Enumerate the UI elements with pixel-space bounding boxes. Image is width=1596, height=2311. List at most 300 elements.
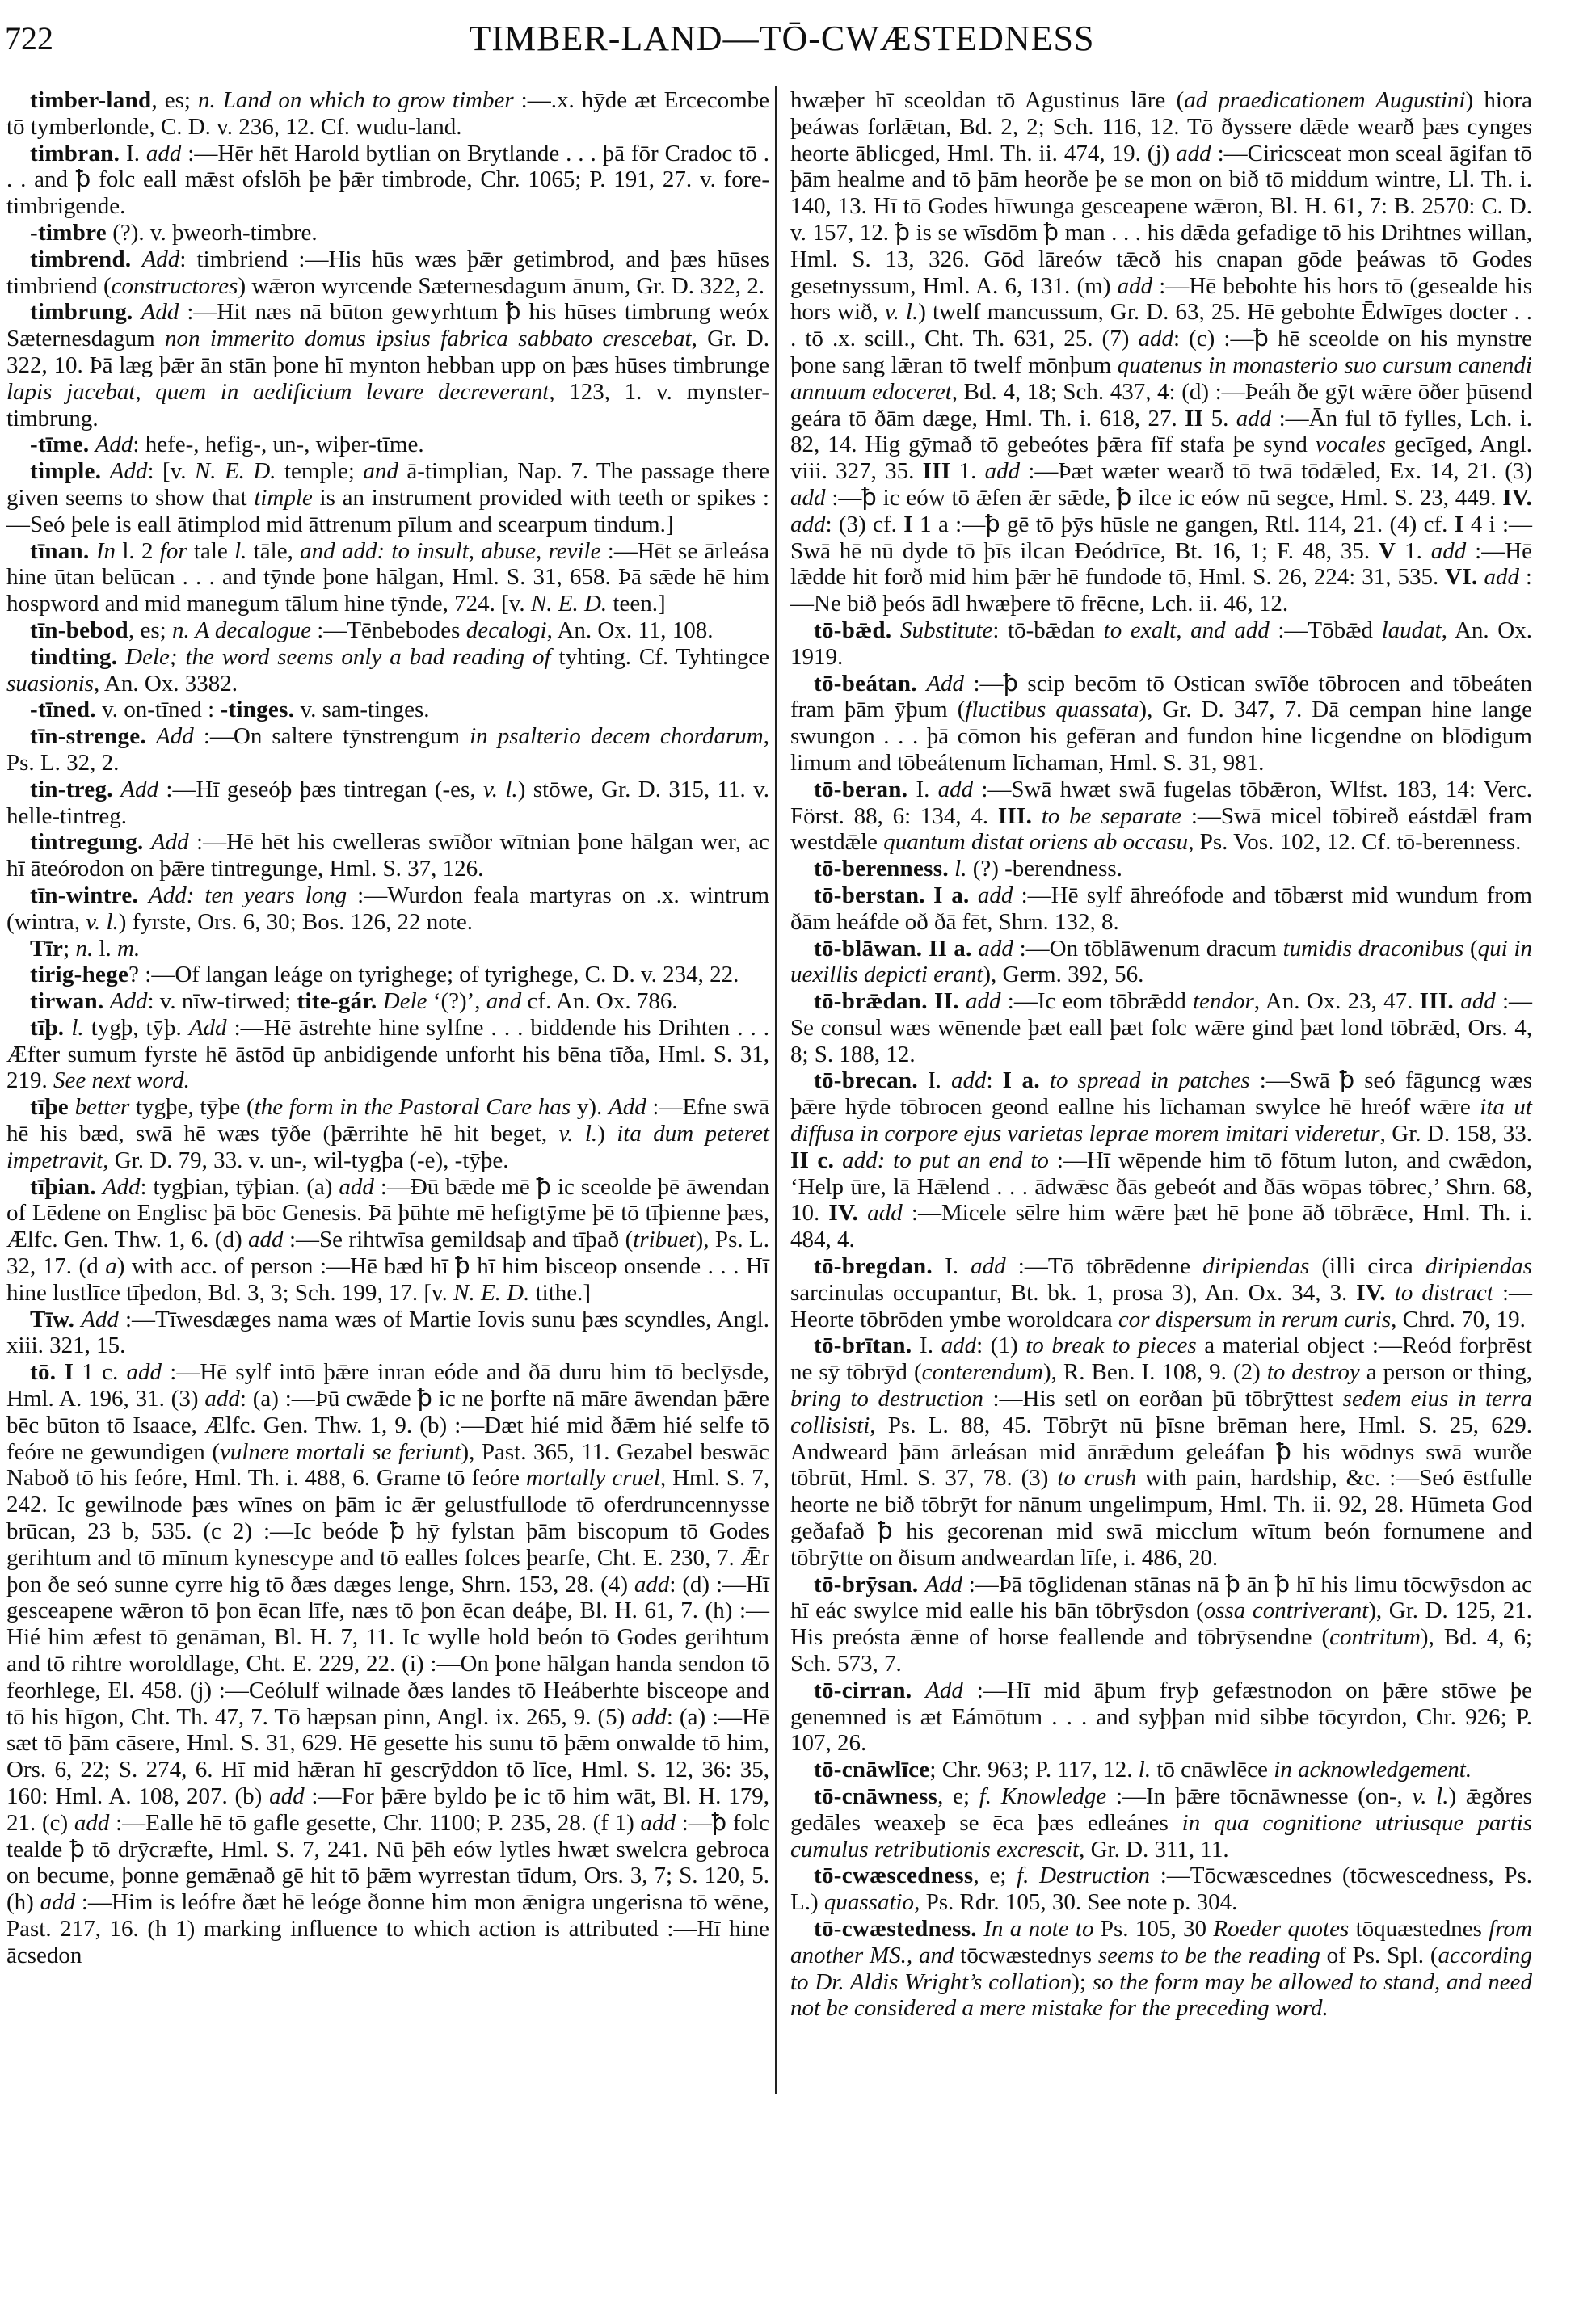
headword: tō-berstan.: [814, 882, 925, 908]
entry-text: , Gr. D. 158, 33.: [1379, 1121, 1532, 1147]
italic-text: In a note to: [983, 1915, 1094, 1942]
headword: tō-berenness.: [814, 856, 949, 882]
entry-text: ) wǣron wyrcende Sæternesdagum ānum, Gr. D. 322, 2.: [238, 272, 765, 299]
dictionary-entry: [6, 141, 769, 220]
entry-text: [64, 1015, 71, 1041]
entry-text: : (a) :—Þū cwǣde ꝥ ic ne þorfte nā māre āwendan þǣre bēc būton tō Isaace, Ælfc. Gen. Thw. 1, 9. (b) :—Ðæt hié mid ðǣm hié selfe tō feóre ne gewundigen (: [6, 1386, 769, 1465]
italic-text: add: [126, 1359, 162, 1386]
entry-text: l.: [93, 935, 118, 962]
italic-text: Add: [102, 1173, 141, 1200]
italic-text: Add: [150, 829, 189, 856]
italic-text: Add: [120, 776, 158, 802]
italic-text: constructores: [111, 272, 238, 299]
entry-text: ), Gr. D. 347, 7. Ðā cempan hine lange swungon . . . þā cōmon his gefēran and fundon hine licgendne on blōdigum limum and tōbeátenum līchaman, Hml. S. 31, 981.: [790, 697, 1532, 776]
italic-text: contritum: [1329, 1624, 1421, 1651]
dictionary-entry: [6, 431, 769, 458]
entry-text: [113, 777, 120, 802]
entry-text: :—Tōcwæscednes (tōcwescedness, Ps. L.): [790, 1863, 1532, 1916]
italic-text: N. E. D.: [530, 591, 608, 617]
italic-text: add: [40, 1889, 76, 1916]
entry-text: teen.]: [607, 591, 666, 617]
entry-text: [928, 988, 934, 1014]
entry-text: [138, 882, 149, 908]
italic-text: Add: [141, 246, 180, 272]
entry-text: , Gr. D. 79, 33. v. un-, wil-tygþa (-e), -tȳþe.: [103, 1147, 509, 1173]
headword: tīn-strenge.: [30, 723, 147, 750]
dictionary-entry: [790, 617, 1532, 671]
italic-text: to distract: [1394, 1279, 1493, 1306]
headword: tīnan.: [30, 537, 90, 564]
italic-text: lapis jacebat, quem in aedificium levare decreverant: [6, 378, 550, 405]
italic-text: add: [790, 484, 826, 511]
entry-text: : tō-bǣdan: [992, 617, 1104, 643]
headword: timber-land: [30, 87, 152, 113]
italic-text: quantum distat oriens ab occasu: [883, 829, 1189, 856]
entry-text: I.: [912, 1332, 941, 1359]
entry-text: [131, 246, 141, 272]
entry-text: :—On tōblāwenum dracum: [1013, 935, 1283, 962]
italic-text: in psalterio decem chordarum: [470, 723, 764, 750]
entry-text: :—ꝥ folc tealde ꝥ tō drȳcræfte, Hml. S. 7, 241. Nū þēh eów lytles hwæt swelcra gebroca on becume, þonne gemǣnað gē hit tō þǣm wyrrestan tīdum, Ors. 3, 7; S. 120, 5. (h): [6, 1809, 769, 1916]
italic-text: to exalt, and add: [1103, 617, 1270, 643]
italic-text: ad praedicationem Augustini: [1184, 87, 1466, 113]
entry-text: [891, 617, 900, 643]
entry-text: I.: [120, 140, 146, 166]
italic-text: add: to put an end to: [842, 1147, 1049, 1173]
italic-text: vocales: [1315, 431, 1386, 458]
right-column: [790, 87, 1532, 2022]
dictionary-entry: [6, 644, 769, 697]
dictionary-entry: [790, 777, 1532, 856]
entry-text: [858, 1200, 867, 1226]
italic-text: and add: to insult, abuse, revile: [300, 537, 601, 564]
headword: Tīr: [30, 935, 64, 962]
italic-text: add: [971, 1253, 1006, 1280]
bold-text: I a.: [933, 882, 970, 908]
entry-text: :—Ic eom tōbrǣdd: [1000, 988, 1194, 1015]
dictionary-entry: [6, 777, 769, 830]
entry-text: : tygþian, tȳþian. (a): [140, 1173, 339, 1200]
entry-text: :—Swā micel tōbireð eástdǣl fram westdǣle: [790, 802, 1533, 856]
dictionary-entry: [790, 988, 1532, 1067]
entry-text: [377, 988, 383, 1014]
bold-text: IV.: [1356, 1279, 1386, 1306]
italic-text: diripiendas: [1202, 1253, 1310, 1280]
entry-text: : (d) :—Hī gesceapene wǣron tō þon ēcan līfe, næs tō þon ēcan deáþe, Bl. H. 61, 7. (h) :—Hié him æfest tō genāman, Bl. H. 7, 11. Ic wylle hold beón tō Godes gerihtum and tō rihtre woroldlage, Cht. E. 229, 22. (i) :—On þone hālgan handa sendon tō feorhlege, El. 458. (j) :—Ceólulf wilnade ðæs landes tō Heáberhte bisceope and tō his hīgon, Cht. Th. 47, 7. Tō hæpsan pinn, Angl. ix. 265, 9. (5): [6, 1571, 769, 1730]
entry-text: temple;: [276, 458, 364, 485]
italic-text: add: [977, 882, 1013, 908]
italic-text: add: [950, 1067, 987, 1094]
entry-text: 5.: [1203, 405, 1236, 431]
entry-text: , An. Ox. 3382.: [93, 670, 238, 697]
italic-text: N. E. D.: [453, 1279, 530, 1306]
entry-text: tygþe, tȳþe (: [129, 1094, 255, 1121]
headword: tō-brītan.: [814, 1332, 912, 1359]
italic-text: to spread in patches: [1049, 1067, 1250, 1094]
entry-text: :—Heorte tōbrōden ymbe woroldcara: [790, 1279, 1533, 1332]
headword: tīþ.: [30, 1014, 65, 1041]
entry-text: :—Hēr hēt Harold bytlian on Brytlande . . . þā fōr Cradoc tō . . . and ꝥ folc eall mǣst ofslōh þe þǣr timbrode, Chr. 1065; P. 191, 27. v. fore-timbrigende.: [6, 140, 769, 220]
italic-text: add: [631, 1703, 667, 1730]
bold-text: II a.: [929, 935, 972, 962]
italic-text: to be separate: [1041, 802, 1182, 829]
entry-text: ), Gr. D. 125, 21. His preósta ǣnne of horse feallende and tōbrȳsendne (: [790, 1597, 1532, 1651]
entry-text: : hefe-, hefig-, un-, wiþer-tīme.: [133, 431, 424, 458]
entry-text: [970, 882, 978, 908]
italic-text: v. l.: [1412, 1783, 1449, 1809]
italic-text: add: [204, 1386, 240, 1412]
dictionary-entry: [6, 1174, 769, 1307]
entry-text: a material object :—Reód forþrēst ne sȳ tōbrȳd (: [790, 1332, 1532, 1386]
dictionary-entry: [6, 1359, 769, 1968]
bold-text: II: [1185, 405, 1204, 431]
entry-text: : [v.: [147, 458, 195, 485]
headword: timbrung.: [30, 299, 133, 326]
italic-text: qui in uexillis depicti erant: [790, 935, 1532, 988]
entry-text: [96, 1174, 103, 1200]
italic-text: add: [937, 776, 974, 802]
italic-text: add: [790, 511, 826, 537]
italic-text: fluctibus quassata: [965, 697, 1139, 723]
italic-text: n.: [75, 935, 94, 962]
italic-text: Add: ten years long: [149, 882, 347, 908]
italic-text: tumidis draconibus: [1282, 935, 1464, 962]
italic-text: tribuet: [633, 1227, 696, 1253]
italic-text: timple: [254, 484, 313, 511]
bold-text: -tinges.: [220, 697, 295, 723]
entry-text: [133, 299, 141, 325]
headword: tō-cwæscedness: [814, 1863, 974, 1889]
italic-text: Add: [109, 988, 148, 1015]
dictionary-entry: [6, 962, 769, 988]
entry-text: :—Ciricsceat mon sceal āgifan tō þām healme and tō þām heorðe þe se mon on bið tō middum wintre, Ll. Th. i. 140, 13. Hī tō Godes hīwunga gesceapene wǣron, Bl. H. 61, 7: B. 2570: C. D. v. 157, 12. ꝥ is se wīsdōm ꝥ man . . . his dǣda gefadige tō his Drihtnes willan, Hml. S. 13, 326. Gōd lāreów tǣcð his cnapan gōde þeáwas tō Godes gesetnyssum, Hml. A. 6, 131. (m): [790, 140, 1533, 299]
headword: tō-beran.: [814, 776, 908, 802]
entry-text: tithe.]: [529, 1279, 592, 1306]
headword: -tīned.: [30, 697, 96, 723]
entry-text: I.: [932, 1253, 971, 1280]
italic-text: n. A decalogue: [171, 617, 312, 643]
dictionary-entry: [6, 617, 769, 644]
entry-text: 1.: [1396, 537, 1431, 564]
entry-text: :—For þǣre byldo þe ic tō him wāt, Bl. H. 179, 21. (c): [6, 1783, 769, 1836]
entry-text: :—Swā ꝥ seó fāguncg wæs þǣre hȳde tōbrocen geond eallne his līchaman swylce hē hreóf wǣre: [790, 1067, 1532, 1121]
italic-text: add: [1460, 988, 1496, 1015]
entry-text: tō cnāwlēce: [1151, 1757, 1274, 1783]
italic-text: vulnere mortali se feriunt: [220, 1438, 461, 1465]
entry-text: , An. Ox. 23, 47.: [1253, 988, 1420, 1015]
italic-text: Dele: [382, 988, 427, 1015]
entry-text: 4 i :—Swā hē nū dyde tō þīs ilcan Ðeódrīce, Bt. 16, 1; F. 48, 35.: [790, 511, 1532, 564]
entry-text: [90, 538, 96, 564]
entry-text: Ps. 105, 30: [1093, 1915, 1214, 1942]
entry-text: tygþ, tȳþ.: [83, 1014, 189, 1041]
entry-text: );: [1072, 1968, 1093, 1995]
headword: tindting.: [30, 643, 118, 670]
headword: tō-brȳsan.: [814, 1571, 919, 1597]
entry-text: :—Tīwesdæges nama wæs of Martie Iovis sunu þæs scyndles, Angl. xiii. 321, 15.: [6, 1306, 769, 1359]
italic-text: Add: [81, 1306, 119, 1332]
entry-text: (?). v. þweorh-timbre.: [106, 219, 318, 246]
entry-text: tyhting. Cf. Tyhtingce: [550, 643, 770, 670]
entry-text: ), Bd. 4, 6; Sch. 573, 7.: [790, 1624, 1532, 1677]
italic-text: Add: [95, 431, 133, 458]
entry-text: [104, 988, 110, 1014]
entry-text: cf. An. Ox. 786.: [521, 988, 678, 1015]
bold-text: V: [1379, 537, 1396, 564]
entry-text: :—Tēnbebodes: [311, 617, 466, 643]
entry-text: ? :—Of langan leáge on tyrighege; of tyrighege, C. D. v. 234, 22.: [128, 962, 739, 988]
italic-text: Add: [926, 670, 965, 697]
italic-text: add: [1117, 272, 1153, 299]
headword: tīþian.: [30, 1173, 96, 1200]
italic-text: cor dispersum in rerum curis: [1118, 1306, 1392, 1332]
bold-text: IV.: [1502, 484, 1532, 511]
entry-text: a person or thing,: [1359, 1359, 1533, 1386]
entry-text: :—Þæt wæter wearð tō twā tōdǣled, Ex. 14, 21. (3): [1020, 458, 1533, 485]
italic-text: f. Destruction: [1017, 1863, 1151, 1889]
entry-text: with pain, hardship, &c. :—Seó ēstfulle heorte ne bið tōbrȳt for nānum ungelimpum, Hml. Th. ii. 92, 28. Hūmeta God geðafað ꝥ his gecorenan mid swā micclum wītum beón fornumene and tōbrȳtte on ðisum andweardan līfe, i. 486, 20.: [790, 1465, 1533, 1571]
entry-text: ) stōwe, Gr. D. 315, 11. v. helle-tintreg.: [6, 776, 769, 829]
entry-text: [1040, 1067, 1050, 1093]
bold-text: tite-gár.: [297, 988, 377, 1015]
entry-text: , Hml. S. 7, 242. Ic gewilnode þæs wīnes on þām ic ǣr gelustfullode tō oferdruncennysse brūcan, 23 b, 535. (c 2) :—Ic beóde ꝥ hȳ fylstan þām biscopum tō Godes gerihtum and tō mīnum kynescype and tō ealles folces þearfe, Cht. E. 230, 7. Ǣr þon ðe seó sunne cyrre hig tō ðæs dæges lenge, Shrn. 153, 28. (4): [6, 1465, 770, 1597]
running-header: [0, 15, 1596, 63]
entry-text: :—ꝥ ic eów tō ǣfen ǣr sǣde, ꝥ ilce ic eów nū segce, Hml. S. 23, 449.: [825, 484, 1503, 511]
headword: tō-beátan.: [814, 670, 917, 697]
entry-text: hwæþer hī sceoldan tō Agustinus lāre (: [790, 87, 1185, 113]
entry-text: :—Swā hwæt swā fugelas tōbǣron, Wlfst. 183, 14: Verc. Först. 88, 6: 134, 4.: [790, 776, 1532, 829]
italic-text: add: [966, 988, 1001, 1015]
entry-text: [917, 671, 926, 697]
entry-text: :—On saltere tȳnstrengum: [193, 723, 470, 750]
headword: tō-bǣd.: [814, 617, 892, 643]
entry-text: tōcwæstednys: [954, 1942, 1098, 1968]
dictionary-entry: [790, 1863, 1532, 1916]
entry-text: ā-timplian, Nap. 7. The passage there given seems to show that: [6, 458, 770, 511]
headword: tīn-bebod: [30, 617, 128, 643]
italic-text: conterendum: [921, 1359, 1043, 1386]
entry-text: ‘(?)’,: [427, 988, 486, 1015]
entry-text: : timbriend :—His hūs wæs þǣr getimbrod, and þæs hūses timbriend (: [6, 246, 769, 299]
entry-text: ) twelf mancussum, Gr. D. 63, 25. Hē gebohte Ēdwīges docter . . . tō .x. scill., Cht. Th. 631, 25. (7): [790, 299, 1532, 352]
entry-text: :—Hī mid āþum fryþ gefæstnodon on þǣre stōwe þe genemned is æt Eámōtum . . . and syþþan mid sibbe tōcyrdon, Chr. 926; P. 107, 26.: [790, 1677, 1533, 1757]
entry-text: :—.x. hȳde æt Ercecombe tō tymberlonde, C. D. v. 236, 12. Cf. wudu-land.: [6, 87, 769, 140]
entry-text: ) fyrste, Ors. 6, 30; Bos. 126, 22 note.: [118, 908, 473, 935]
italic-text: sedem eius in terra collisisti: [790, 1386, 1532, 1438]
headword: -tīme.: [30, 431, 90, 458]
italic-text: quassatio: [823, 1889, 915, 1916]
entry-text: of Ps. Spl. (: [1320, 1942, 1438, 1968]
italic-text: from another MS., and: [790, 1915, 1532, 1968]
bold-text: II c.: [790, 1147, 835, 1173]
italic-text: add: [74, 1809, 110, 1836]
entry-text: ) with acc. of person :—Hē bæd hī ꝥ hī him bisceop onsende . . . Hī hine lustlīce tīþedon, Bd. 3, 3; Sch. 199, 17. [v.: [6, 1253, 769, 1306]
entry-text: [1386, 1280, 1395, 1306]
entry-text: [144, 829, 151, 855]
entry-text: sarcinulas occupantur, Bt. bk. 1, prosa 3), An. Ox. 34, 3.: [790, 1279, 1357, 1306]
italic-text: Add: [141, 299, 179, 326]
italic-text: add: [339, 1173, 374, 1200]
italic-text: according to Dr. Aldis Wright’s collation: [790, 1942, 1533, 1995]
italic-text: add: [1138, 326, 1173, 352]
italic-text: so the form may be allowed to stand, and need not be considered a mere mistake for the preceding word.: [790, 1968, 1532, 2022]
italic-text: add: [145, 140, 182, 166]
bold-text: I: [903, 511, 913, 537]
italic-text: decalogi: [465, 617, 547, 643]
italic-text: Add: [925, 1677, 963, 1703]
entry-text: l. 2: [116, 537, 160, 564]
bold-text: I: [64, 1359, 74, 1386]
italic-text: Roeder quotes: [1213, 1915, 1350, 1942]
italic-text: in qua cognitione utriusque partis cumulus retributionis excrescit: [790, 1809, 1532, 1863]
headword: tō.: [30, 1359, 57, 1386]
column-divider: [775, 86, 777, 2094]
headword: tō-cnāwness: [814, 1783, 938, 1809]
entry-text: ; Chr. 963; P. 117, 12.: [929, 1757, 1139, 1783]
italic-text: n. Land on which to grow timber: [197, 87, 514, 113]
italic-text: v. l.: [482, 776, 518, 802]
entry-text: :—Hī wēpende him tō fōtum luton, and cwǣdon, ‘Help ūre, lā Hǣlend . . . ādwǣsc ðās gebeót and ðās wōpas tōbrec,’ Shrn. 68, 10.: [790, 1147, 1533, 1227]
entry-text: : v. nīw-tirwed;: [147, 988, 297, 1015]
dictionary-entry: [790, 1067, 1532, 1253]
bold-text: III.: [997, 802, 1033, 829]
headword: tō-blāwan.: [814, 935, 923, 962]
entry-text: v. on-tīned :: [95, 697, 221, 723]
entry-text: :—ꝥ scip becōm tō Ostican swīðe tōbrocen and tōbeáten fram þām ȳþum (: [790, 670, 1533, 723]
headword: tin-treg.: [30, 776, 113, 802]
entry-text: :—His setl on eorðan þū tōbrȳttest: [983, 1386, 1343, 1412]
entry-text: : (c) :—ꝥ hē sceolde on his mynstre þone sang lǣran tō twelf mōnþum: [790, 326, 1532, 378]
entry-text: [912, 1677, 925, 1703]
bold-text: I: [1454, 511, 1464, 537]
entry-text: :—Hē sylf āhreófode and tōbærst mid wundum from ðām heáfde oð ðā fēt, Shrn. 132, 8.: [790, 882, 1532, 935]
entry-text: , Ps. Rdr. 105, 30. See note p. 304.: [914, 1889, 1238, 1916]
entry-text: 1 a :—ꝥ gē tō þȳs hūsle ne gangen, Rtl. 114, 21. (4) cf.: [912, 511, 1455, 537]
italic-text: better: [74, 1094, 130, 1121]
entry-text: (illi circa: [1309, 1253, 1425, 1280]
italic-text: add: [634, 1571, 670, 1597]
entry-text: 1 c.: [74, 1359, 127, 1386]
italic-text: diripiendas: [1425, 1253, 1532, 1280]
dictionary-entry: [6, 697, 769, 723]
entry-text: , Chrd. 70, 19.: [1391, 1306, 1526, 1332]
italic-text: Add: [109, 458, 148, 485]
italic-text: add: [867, 1200, 903, 1227]
running-title: TIMBER-LAND—TŌ-CWÆSTEDNESS: [469, 19, 1095, 58]
italic-text: laudat: [1381, 617, 1442, 643]
headword: timple.: [30, 458, 102, 485]
entry-text: :—Efne swā hē his bæd, swā hē wæs tȳðe (þǣrrihte hē hit beget,: [6, 1094, 770, 1147]
dictionary-entry: [790, 1916, 1532, 2022]
dictionary-entry: [6, 220, 769, 246]
headword: timbrend.: [30, 246, 132, 272]
headword: tō-cirran.: [814, 1677, 912, 1703]
dictionary-entry: [790, 882, 1532, 936]
italic-text: add: [1176, 140, 1211, 166]
entry-text: , An. Ox. 11, 108.: [546, 617, 714, 643]
italic-text: ita ut diffusa in corpore ejus varietas leprae morem imitari videretur: [790, 1094, 1532, 1147]
bold-text: III.: [1419, 988, 1454, 1015]
italic-text: ossa contriverant: [1203, 1597, 1369, 1624]
dictionary-entry: [6, 1307, 769, 1360]
entry-text: ), R. Ben. I. 108, 9. (2): [1042, 1359, 1267, 1386]
italic-text: add: [1430, 537, 1467, 564]
entry-text: , Ps. L. 88, 45. Tōbrȳt nū þīsne brēman here, Hml. S. 25, 629. Andweard þām ārleásan mid ānrǣdum geleáfan ꝥ his wōdnys swā wurðe tōbrūt, Hml. S. 37, 78. (3): [790, 1412, 1532, 1492]
dictionary-entry: [790, 1757, 1532, 1783]
headword: -timbre: [30, 219, 107, 246]
italic-text: Add: [608, 1094, 646, 1121]
dictionary-entry: [6, 882, 769, 936]
entry-text: :—Hī geseóþ þæs tintregan (-es,: [158, 776, 483, 802]
entry-text: ) ǣgðres gedāles weaxeþ se ēca þæs edleánes: [790, 1783, 1532, 1836]
dictionary-entry: [6, 723, 769, 777]
italic-text: suasionis: [6, 670, 94, 697]
entry-text: tāle,: [246, 537, 301, 564]
entry-text: [56, 1359, 64, 1385]
entry-text: :—Þā tōglidenan stānas nā ꝥ ān ꝥ hī his limu tōcwȳsdon ac hī eác swylce mid ealle his bān tōbrȳsdon (: [790, 1571, 1533, 1624]
entry-text: :—Tō tōbrēdenne: [1005, 1253, 1203, 1280]
entry-text: :—Ān ful tō fylles, Lch. i. 82, 14. Hig gȳmað tō gebeótes þǣra fīf stafa þe synd: [790, 405, 1533, 458]
entry-text: , es;: [151, 87, 198, 113]
bold-text: I a.: [1002, 1067, 1040, 1094]
italic-text: non immerito domus ipsius fabrica sabbato crescebat: [165, 326, 692, 352]
bold-text: III: [922, 458, 951, 485]
italic-text: f. Knowledge: [979, 1783, 1107, 1809]
entry-text: tale: [187, 537, 235, 564]
italic-text: tendor: [1193, 988, 1254, 1015]
dictionary-entry: [790, 856, 1532, 882]
bold-text: IV.: [828, 1200, 859, 1227]
italic-text: to destroy: [1266, 1359, 1360, 1386]
entry-text: I.: [917, 1067, 951, 1094]
dictionary-entry: [6, 1094, 769, 1173]
entry-text: tōquæstednes: [1349, 1915, 1489, 1942]
italic-text: l.: [954, 856, 967, 882]
headword: Tīw.: [30, 1306, 75, 1332]
dictionary-entry: [6, 936, 769, 962]
entry-text: :—Ðū bǣde mē ꝥ ic sceolde þē āwendan of Lēdene on Englisc þā bōc Genesis. Þā þūhte mē hefigtȳme þē tō tīþienne þæs, Ælfc. Gen. Thw. 1, 6. (d): [6, 1173, 770, 1253]
entry-text: ) hiora þeáwas forlǣtan, Bd. 2, 2; Sch. 116, 12. Tō ðyssere dǣde wearð þæs cynges heorte āblicged, Hml. Th. ii. 474, 19. (j): [790, 87, 1532, 166]
italic-text: seems to be the reading: [1097, 1942, 1320, 1968]
dictionary-entry: [6, 246, 769, 300]
dictionary-entry: [790, 936, 1532, 989]
entry-text: is an instrument provided with teeth or spikes :—Seó þele is eall ātimplod mid āttrenum pīlum and scearpum tindum.]: [6, 484, 769, 537]
italic-text: add: [640, 1809, 676, 1836]
italic-text: v. l.: [884, 299, 919, 326]
dictionary-entry: [6, 988, 769, 1015]
entry-text: :—Se consul wæs wēnende þæt eall þæt folc wǣre gind þæt lond tōbrǣd, Ors. 4, 8; S. 188, 12.: [790, 988, 1533, 1067]
headword: tīþe: [30, 1094, 69, 1121]
italic-text: to crush: [1057, 1465, 1137, 1492]
headword: tīn-wintre.: [30, 882, 139, 908]
entry-text: , e;: [937, 1783, 979, 1809]
italic-text: v. l.: [86, 908, 119, 935]
italic-text: add: [984, 458, 1021, 485]
entry-text: ), Ps. L. 32, 17. (d: [6, 1227, 769, 1280]
entry-text: :—Hē hēt his cwelleras swīðor wītnian þone hālgan wer, ac hī āteórodon on þǣre tintregunge, Hml. S. 37, 126.: [6, 829, 769, 882]
italic-text: add: [1236, 405, 1272, 431]
entry-text: y).: [571, 1094, 609, 1121]
italic-text: l.: [234, 537, 247, 564]
entry-text: ), Germ. 392, 56.: [983, 962, 1144, 988]
italic-text: and: [486, 988, 522, 1015]
entry-text: [959, 988, 966, 1014]
headword: tō-brecan.: [814, 1067, 918, 1094]
italic-text: l.: [1138, 1757, 1152, 1783]
entry-text: :—Hē bebohte his hors tō (gesealde his hors wið,: [790, 272, 1532, 326]
dictionary-entry: [790, 1783, 1532, 1863]
entry-text: , Gr. D. 311, 11.: [1079, 1836, 1229, 1863]
